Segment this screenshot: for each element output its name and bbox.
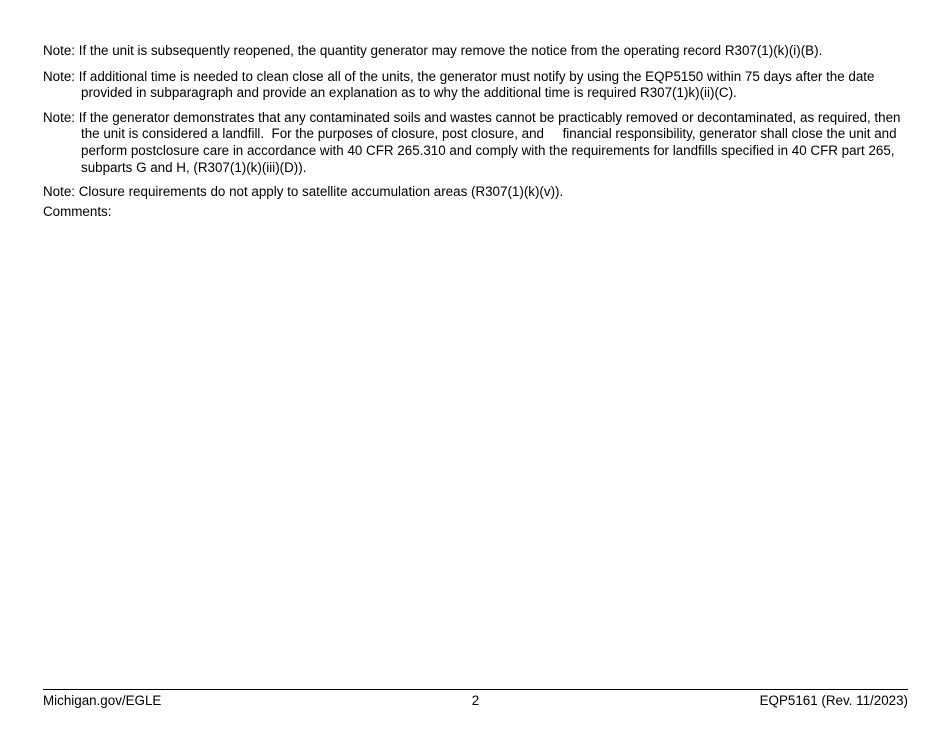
document-body	[43, 43, 913, 220]
footer-form-number: EQP5161 (Rev. 11/2023)	[759, 693, 908, 708]
comments-label: Comments:	[43, 203, 112, 219]
footer-page-number: 2	[471, 693, 480, 708]
page-footer	[43, 689, 908, 711]
note-reopened-unit: Note: If the unit is subsequently reopened, the quantity generator may remove the notice from the operating record R307(1)(k)(i)(B).	[43, 43, 823, 58]
note-additional-time: Note: If additional time is needed to clean close all of the units, the generator must notify by using the EQP5150 within 75 days after the date provided in subparagraph and provide an explanation as to why the additional time is required R307(1)k)(ii)(C).	[43, 68, 879, 101]
footer-website: Michigan.gov/EGLE	[43, 693, 162, 708]
note-landfill-closure: Note: If the generator demonstrates that any contaminated soils and wastes cannot be practicably removed or decontaminated, as required, then the unit is considered a landfill. For the purposes of closure, post closure, and financial responsibility, generator shall close the unit and perform postclosure care in accordance with 40 CFR 265.310 and comply with the requirements for landfills specified in 40 CFR part 265, subparts G and H, (R307(1)(k)(iii)(D)).	[43, 109, 905, 175]
note-satellite-accumulation: Note: Closure requirements do not apply to satellite accumulation areas (R307(1)(k)(v)).	[43, 184, 564, 200]
